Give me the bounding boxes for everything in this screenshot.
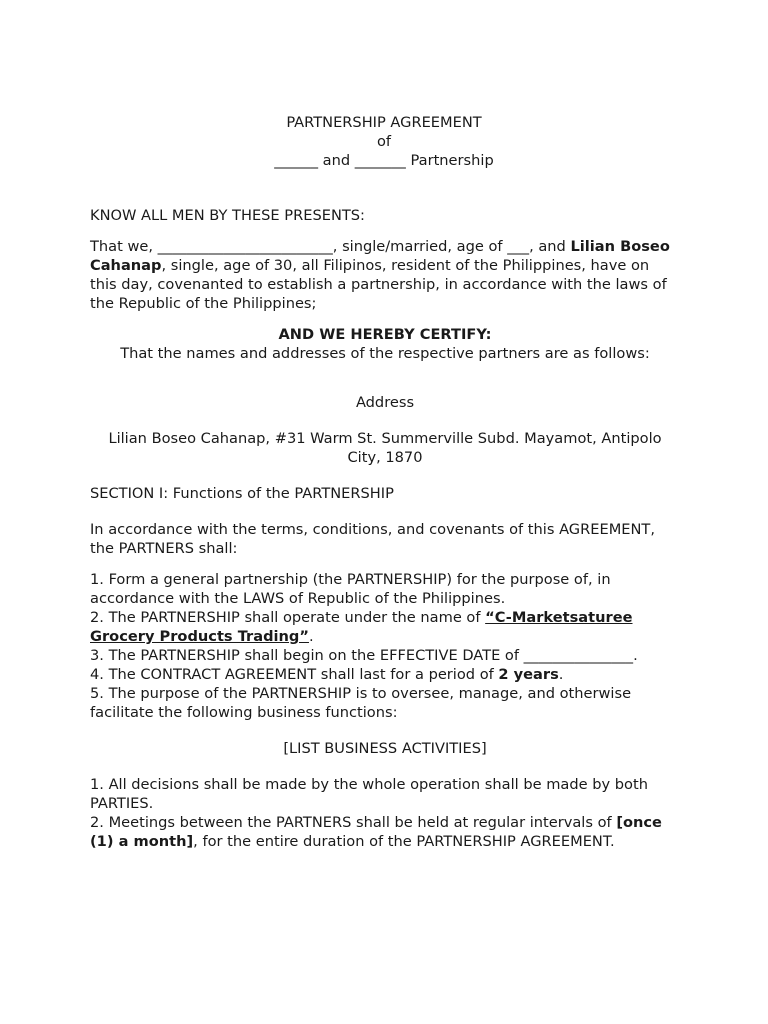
activities-item-2: 2. Meetings between the PARTNERS shall be held at regular intervals of [once (1) a month], for the entire duration of the PARTNERSHIP AGREEMENT. xyxy=(90,814,662,850)
section-item-5: 5. The purpose of the PARTNERSHIP is to oversee, manage, and otherwise facilitate the following business functions: xyxy=(90,685,632,721)
document-title-of: of xyxy=(376,133,392,150)
section-item-1: 1. Form a general partnership (the PARTNERSHIP) for the purpose of, in accordance with the LAWS of Republic of the Philippines. xyxy=(90,571,611,607)
know-all-line: KNOW ALL MEN BY THESE PRESENTS: xyxy=(90,207,365,224)
section-lead: In accordance with the terms, conditions, and covenants of this AGREEMENT, the PARTNERS shall: xyxy=(90,521,655,557)
meeting-frequency: [once (1) a month] xyxy=(90,814,662,850)
address-label: Address xyxy=(355,394,415,411)
certify-heading: AND WE HEREBY CERTIFY: xyxy=(278,326,492,343)
activities-label: [LIST BUSINESS ACTIVITIES] xyxy=(283,740,487,757)
certify-text: That the names and addresses of the respective partners are as follows: xyxy=(120,345,650,362)
partner-name: Lilian Boseo Cahanap xyxy=(90,238,670,274)
document-body xyxy=(90,206,680,851)
document-title-block xyxy=(0,113,768,170)
intro-text-a: That we, ________________________, single/married, age of ___, and xyxy=(90,238,566,255)
section-item-2: 2. The PARTNERSHIP shall operate under the name of “C-Marketsaturee Grocery Products Trading”. xyxy=(90,609,633,645)
activities-item-1: 1. All decisions shall be made by the whole operation shall be made by both PARTIES. xyxy=(90,776,648,812)
section-heading: SECTION I: Functions of the PARTNERSHIP xyxy=(90,485,394,502)
intro-paragraph xyxy=(90,237,680,313)
section-item-3: 3. The PARTNERSHIP shall begin on the EFFECTIVE DATE of _______________. xyxy=(90,647,638,664)
document-subtitle: ______ and _______ Partnership xyxy=(274,152,494,169)
intro-text-b: , single, age of 30, all Filipinos, resident of the Philippines, have on this day, covenanted to establish a partnership, in accordance with the laws of the Republic of the Philippines; xyxy=(90,257,667,312)
section-item-4: 4. The CONTRACT AGREEMENT shall last for a period of 2 years. xyxy=(90,666,564,683)
address-value: Lilian Boseo Cahanap, #31 Warm St. Summerville Subd. Mayamot, Antipolo City, 1870 xyxy=(108,430,662,466)
document-title: PARTNERSHIP AGREEMENT xyxy=(286,114,482,131)
business-name: “C-Marketsaturee Grocery Products Trading” xyxy=(90,609,633,645)
contract-duration: 2 years xyxy=(498,666,559,683)
